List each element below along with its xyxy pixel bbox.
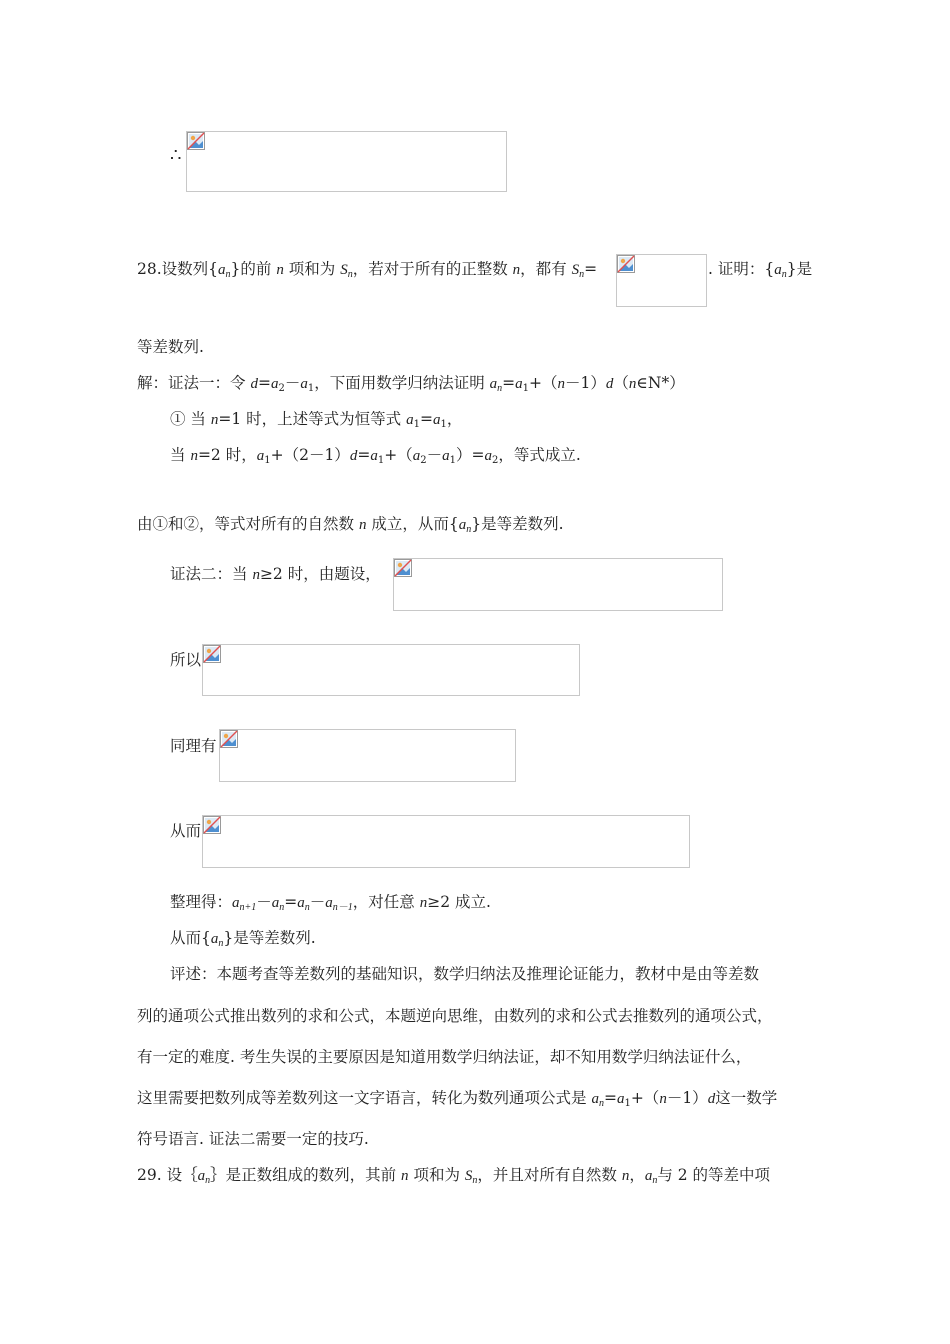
therefore-symbol: ∴ bbox=[170, 145, 182, 166]
formula-image-6 bbox=[202, 815, 690, 868]
solution-method-1: 解：证法一：令 $d=a_2-a_1$，下面用数学归纳法证明 $a_n=a_1+(n-1)d(n\in N*)$ bbox=[137, 374, 685, 394]
q28-continuation: 等差数列. bbox=[137, 338, 204, 356]
zhengli-line: 整理得：$a_{n+1}-a_n=a_n-a_{n-1}$，对任意 n≥2 成立. bbox=[170, 893, 491, 913]
q29-line: 29. 设$\{a_n\}$是正数组成的数列，其前 n 项和为 $S_n$，并且对所有自然数 n，$a_n$与 2 的等差中项 bbox=[137, 1166, 771, 1186]
tongli-label: 同理有 bbox=[170, 737, 217, 755]
q28-line-end: . 证明：$\{a_n\}$是 bbox=[708, 260, 813, 280]
review-line-2: 列的通项公式推出数列的求和公式，本题逆向思维，由数列的求和公式去推数列的通项公式， bbox=[137, 1007, 773, 1025]
broken-image-icon bbox=[203, 645, 221, 663]
review-line-5: 符号语言. 证法二需要一定的技巧. bbox=[137, 1130, 369, 1148]
step-1: ① 当 n=1 时，上述等式为恒等式 $a_1=a_1$， bbox=[170, 410, 463, 430]
suoyi-label: 所以 bbox=[170, 651, 202, 669]
conclusion-1: 由①和②，等式对所有的自然数 n 成立，从而$\{a_n\}$是等差数列. bbox=[137, 515, 564, 535]
formula-image-2 bbox=[616, 254, 707, 307]
conger-line: 从而$\{a_n\}$是等差数列. bbox=[170, 929, 316, 949]
formula-image-4 bbox=[202, 644, 580, 696]
broken-image-icon bbox=[617, 255, 635, 273]
broken-image-icon bbox=[394, 559, 412, 577]
broken-image-icon bbox=[220, 730, 238, 748]
review-line-3: 有一定的难度. 考生失误的主要原因是知道用数学归纳法证，却不知用数学归纳法证什么， bbox=[137, 1048, 752, 1066]
q28-line: 28.设数列$\{a_n\}$的前 n 项和为 $S_n$，若对于所有的正整数 n，都有 $S_n=$ bbox=[137, 260, 598, 280]
method-2-intro: 证法二：当 n≥2 时，由题设， bbox=[170, 565, 381, 583]
conger-label: 从而 bbox=[170, 822, 202, 840]
formula-image-3 bbox=[393, 558, 723, 611]
broken-image-icon bbox=[203, 816, 221, 834]
broken-image-icon bbox=[187, 132, 205, 150]
formula-image-1 bbox=[186, 131, 507, 192]
formula-image-5 bbox=[219, 729, 516, 782]
step-2: 当 n=2 时，$a_1+(2-1)d=a_1+(a_2-a_1)=a_2$，等式成立. bbox=[170, 446, 581, 466]
review-line-4: 这里需要把数列成等差数列这一文字语言，转化为数列通项公式是 $a_n=a_1+(n-1)d$这一数学 bbox=[137, 1089, 778, 1109]
review-line-1: 评述：本题考查等差数列的基础知识，数学归纳法及推理论证能力，教材中是由等差数 bbox=[170, 965, 760, 983]
